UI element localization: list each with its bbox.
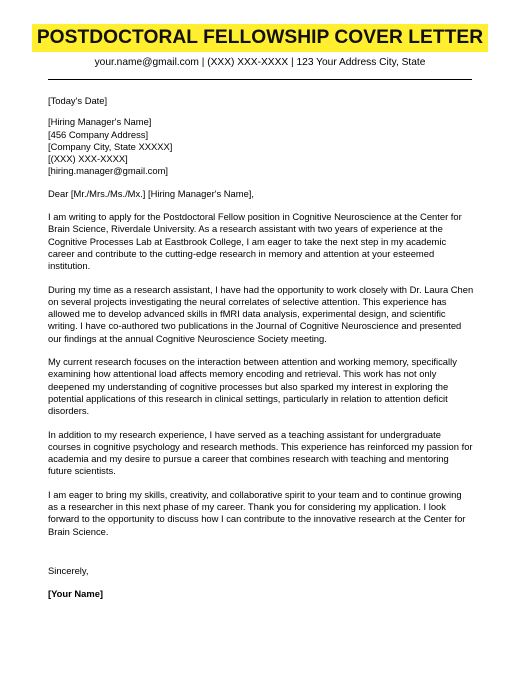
contact-line: your.name@gmail.com | (XXX) XXX-XXXX | 123 Your Address City, State	[94, 57, 426, 68]
recipient-city: [Company City, State XXXXX]	[48, 140, 173, 152]
recipient-phone: [(XXX) XXX-XXXX]	[48, 153, 128, 165]
paragraph-line: writing. I have co-authored two publications in the Journal of Cognitive Neuroscience and presented	[48, 320, 462, 332]
paragraph-2	[48, 284, 480, 345]
paragraph-1	[48, 211, 480, 272]
paragraph-line: courses in cognitive psychology and research methods. This experience has reinforced my passion for	[48, 440, 473, 452]
paragraph-line: disorders.	[48, 405, 90, 417]
paragraph-line: deepened my understanding of cognitive processes but also sparked my interest in exploring the	[48, 380, 449, 392]
closing: Sincerely,	[48, 564, 89, 576]
signature-name: [Your Name]	[48, 587, 104, 599]
salutation: Dear [Mr./Mrs./Ms./Mx.] [Hiring Manager's Name],	[48, 188, 254, 200]
paragraph-4	[48, 429, 480, 478]
header-divider	[48, 79, 472, 80]
paragraph-line: In addition to my research experience, I have served as a teaching assistant for undergraduate	[48, 428, 441, 440]
paragraph-line: on several projects investigating the neural correlates of selective attention. This experience has	[48, 295, 447, 307]
paragraph-5	[48, 489, 480, 538]
paragraph-line: our findings at the annual Cognitive Neuroscience Society meeting.	[48, 332, 327, 344]
letter-body	[48, 95, 480, 600]
page-title: POSTDOCTORAL FELLOWSHIP COVER LETTER	[32, 24, 488, 52]
letter-date: [Today's Date]	[48, 95, 108, 106]
paragraph-line: career and contribute to the cutting-edge research in memory and attention at your esteemed	[48, 247, 435, 259]
recipient-address: [456 Company Address]	[48, 128, 149, 140]
paragraph-line: allowed me to develop advanced skills in fMRI data analysis, experimental design, and scientific	[48, 308, 446, 320]
title-wrap	[0, 24, 520, 52]
paragraph-line: institution.	[48, 260, 91, 272]
paragraph-line: forward to the opportunity to discuss how I can contribute to the innovative research at the Center for	[48, 513, 466, 525]
paragraph-line: academia and my desire to pursue a career that combines research with teaching and mentoring	[48, 453, 449, 465]
paragraph-line: Brain Science.	[48, 525, 109, 537]
paragraph-line: I am writing to apply for the Postdoctoral Fellow position in Cognitive Neuroscience at the Center for	[48, 211, 462, 223]
recipient-block	[48, 116, 480, 177]
paragraph-3	[48, 356, 480, 417]
paragraph-line: Brain Science, Riverdale University. As a research assistant with two years of experience at the	[48, 223, 443, 235]
paragraph-line: potential applications of this research in clinical settings, particularly in relation to attention deficit	[48, 392, 448, 404]
paragraph-line: I am eager to bring my skills, creativity, and collaborative spirit to your team and to continue growing	[48, 488, 462, 500]
paragraph-line: My current research focuses on the interaction between attention and working memory, specifically	[48, 356, 457, 368]
paragraph-line: examining how attentional load affects memory encoding and retrieval. This work has not only	[48, 368, 437, 380]
recipient-name: [Hiring Manager's Name]	[48, 116, 152, 128]
paragraph-line: as a researcher in this next phase of my career. Thank you for considering my application. I look	[48, 501, 446, 513]
paragraph-line: Cognitive Processes Lab at Eastbrook College, I am eager to take the next step in my academic	[48, 235, 447, 247]
paragraph-line: future scientists.	[48, 465, 116, 477]
recipient-email: [hiring.manager@gmail.com]	[48, 165, 168, 177]
paragraph-line: During my time as a research assistant, I have had the opportunity to work closely with Dr. Laura Chen	[48, 283, 474, 295]
